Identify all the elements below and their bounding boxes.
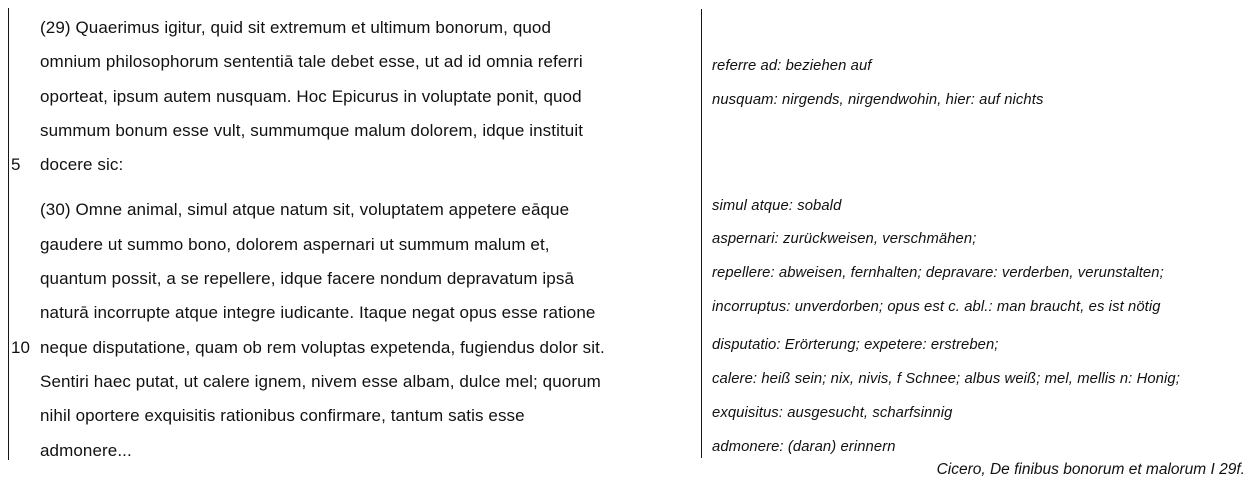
latin-line <box>9 334 697 368</box>
latin-line-text: naturā incorrupte atque integre iudicante. Itaque negat opus esse ratione <box>40 303 596 323</box>
latin-line <box>9 196 697 230</box>
latin-line <box>9 117 697 151</box>
latin-line <box>9 299 697 333</box>
vocab-annotation: referre ad: beziehen auf <box>712 58 872 74</box>
latin-line-text: oporteat, ipsum autem nusquam. Hoc Epicurus in voluptate ponit, quod <box>40 86 582 106</box>
latin-line <box>9 368 697 402</box>
latin-line <box>9 402 697 436</box>
latin-line-text: admonere... <box>40 440 132 460</box>
latin-line <box>9 151 697 185</box>
line-number: 5 <box>11 155 21 175</box>
latin-line-text: (30) Omne animal, simul atque natum sit, voluptatem appetere eāque <box>40 200 570 220</box>
latin-line-text: Sentiri haec putat, ut calere ignem, nivem esse albam, dulce mel; quorum <box>40 371 601 391</box>
latin-text-column <box>9 14 697 471</box>
vocab-annotation: incorruptus: unverdorben; opus est c. abl.: man braucht, es ist nötig <box>712 299 1161 315</box>
latin-line <box>9 265 697 299</box>
latin-line-text: omnium philosophorum sententiā tale debet esse, ut ad id omnia referri <box>40 52 583 72</box>
vocab-annotation: simul atque: sobald <box>712 198 842 214</box>
vocab-annotation: disputatio: Erörterung; expetere: erstreben; <box>712 337 999 353</box>
vocab-annotation: admonere: (daran) erinnern <box>712 439 896 455</box>
latin-line <box>9 231 697 265</box>
latin-line-text: neque disputatione, quam ob rem voluptas expetenda, fugiendus dolor sit. <box>40 337 605 357</box>
vocab-annotation: nusquam: nirgends, nirgendwohin, hier: auf nichts <box>712 92 1044 108</box>
vocab-annotation: aspernari: zurückweisen, verschmähen; <box>712 231 977 247</box>
latin-line-text: gaudere ut summo bono, dolorem aspernari ut summum malum et, <box>40 234 550 254</box>
latin-line <box>9 83 697 117</box>
latin-line-text: docere sic: <box>40 155 124 175</box>
vocab-annotation: calere: heiß sein; nix, nivis, f Schnee; albus weiß; mel, mellis n: Honig; <box>712 371 1180 387</box>
latin-line <box>9 437 697 471</box>
source-citation: Cicero, De finibus bonorum et malorum I 29f. <box>936 461 1245 478</box>
line-number: 10 <box>11 337 30 357</box>
latin-line-text: (29) Quaerimus igitur, quid sit extremum et ultimum bonorum, quod <box>40 18 552 37</box>
column-divider-rule <box>701 9 702 458</box>
vocab-annotation: exquisitus: ausgesucht, scharfsinnig <box>712 405 953 421</box>
latin-line <box>9 14 697 48</box>
latin-line-text: quantum possit, a se repellere, idque facere nondum depravatum ipsā <box>40 269 575 289</box>
latin-line-text: nihil oportere exquisitis rationibus confirmare, tantum satis esse <box>40 406 525 426</box>
latin-line-text: summum bonum esse vult, summumque malum dolorem, idque instituit <box>40 120 584 140</box>
latin-line <box>9 48 697 82</box>
vocab-annotation: repellere: abweisen, fernhalten; depravare: verderben, verunstalten; <box>712 265 1164 281</box>
